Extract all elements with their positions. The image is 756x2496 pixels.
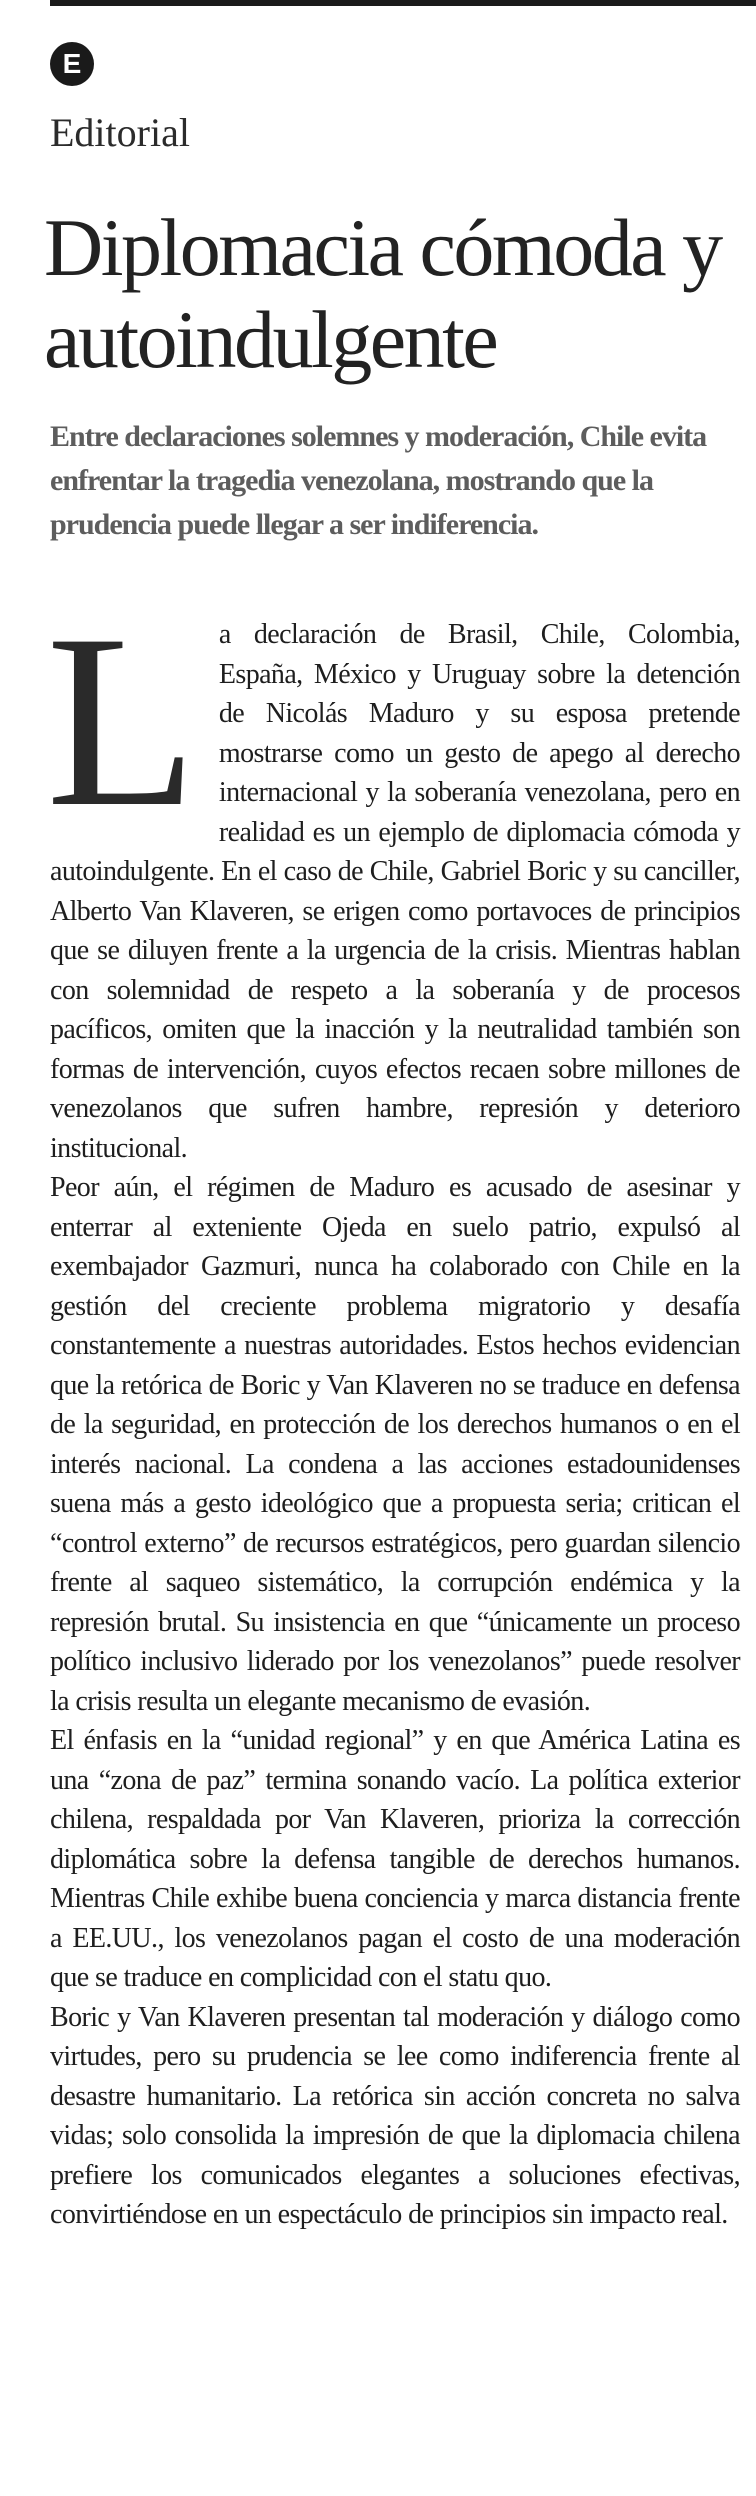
paragraph-1: [46, 583, 740, 1168]
paragraph-1-text: a declaración de Brasil, Chile, Colombia, España, México y Uruguay sobre la detención de Nicolás Maduro y su esposa pretende mostrarse como un gesto de apego al derecho internacional y la soberanía venezolana, pero en realidad es un ejemplo de diplomacia cómoda y autoindulgente. En el caso de Chile, Gabriel Boric y su canciller, Alberto Van Klaveren, se erigen como portavoces de principios que se diluyen frente a la urgencia de la crisis. Mientras hablan con solemnidad de respeto a la soberanía y de procesos pacíficos, omiten que la inacción y la neutralidad también son formas de intervención, cuyos efectos recaen sobre millones de venezolanos que sufren hambre, represión y deterioro institucional.: [50, 619, 740, 1164]
paragraph-3: El énfasis en la “unidad regional” y en que América Latina es una “zona de paz” termina sonando vacío. La política exterior chilena, respaldada por Van Klaveren, prioriza la corrección diplomática sobre la defensa tangible de derechos humanos. Mientras Chile exhibe buena conciencia y marca distancia frente a EE.UU., los venezolanos pagan el costo de una moderación que se traduce en complicidad con el statu quo.: [50, 1725, 740, 1993]
paragraph-4: Boric y Van Klaveren presentan tal moderación y diálogo como virtudes, pero su prudencia se lee como indiferencia frente al desastre humanitario. La retórica sin acción concreta no salva vidas; solo consolida la impresión de que la diplomacia chilena prefiere los comunicados elegantes a soluciones efectivas, convirtiéndose en un espectáculo de principios sin impacto real.: [50, 2001, 740, 2230]
top-rule: [50, 0, 756, 6]
drop-cap: L: [46, 583, 197, 858]
deck: Entre declaraciones solemnes y moderación, Chile evita enfrentar la tragedia venezolana, mostrando que la prudencia puede llegar a ser indiferencia.: [50, 420, 707, 541]
article-body: [46, 583, 740, 2235]
paragraph-2: Peor aún, el régimen de Maduro es acusado de asesinar y enterrar al exteniente Ojeda en suelo patrio, expulsó al exembajador Gazmuri, nunca ha colaborado con Chile en la gestión del creciente problema migratorio y desafía constantemente a nuestras autoridades. Estos hechos evidencian que la retórica de Boric y Van Klaveren no se traduce en defensa de la seguridad, en protección de los derechos humanos o en el interés nacional. La condena a las acciones estadounidenses suena más a gesto ideológico que a propuesta seria; critican el “control externo” de recursos estratégicos, pero guardan silencio frente al saqueo sistemático, la corrupción endémica y la represión brutal. Su insistencia en que “únicamente un proceso político inclusivo liderado por los venezolanos” puede resolver la crisis resulta un elegante mecanismo de evasión.: [50, 1172, 740, 1717]
headline: Diplomacia cómoda y autoindulgente: [44, 202, 721, 385]
section-label: Editorial: [50, 110, 190, 155]
section-badge: E: [50, 42, 94, 86]
